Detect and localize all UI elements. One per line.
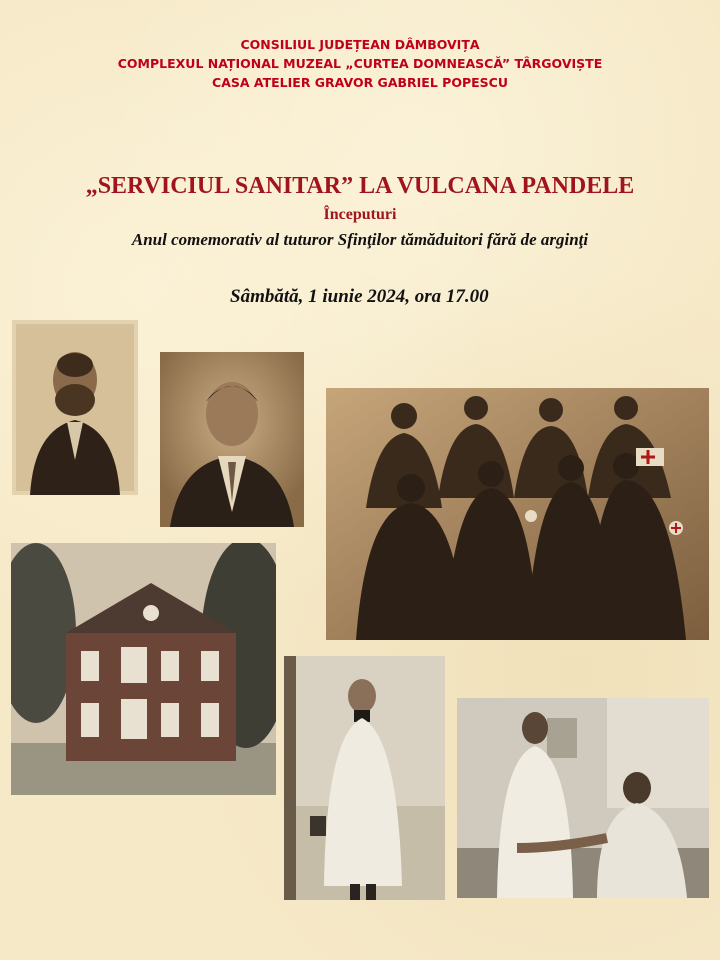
- organizer-line-museum-complex: COMPLEXUL NAȚIONAL MUZEAL „CURTEA DOMNEASCĂ” TÂRGOVIȘTE: [117, 56, 603, 71]
- portrait-photo-young-man: [160, 352, 304, 527]
- event-title: „SERVICIUL SANITAR” LA VULCANA PANDELE: [85, 173, 635, 199]
- group-photo-medical-soldiers: [326, 388, 709, 640]
- organizer-line-engraver-house: CASA ATELIER GRAVOR GABRIEL POPESCU: [212, 75, 508, 90]
- building-photo-villa: [11, 543, 276, 795]
- event-subtitle: Începuturi: [323, 206, 397, 223]
- event-datetime: Sâmbătă, 1 iunie 2024, ora 17.00: [230, 286, 489, 307]
- portrait-photo-doctor-white-coat: [284, 656, 445, 900]
- event-tagline: Anul comemorativ al tuturor Sfinţilor tămăduitori fără de arginţi: [131, 230, 589, 249]
- organizer-line-county-council: CONSILIUL JUDEȚEAN DÂMBOVIȚA: [240, 37, 480, 52]
- portrait-photo-bearded-man: [12, 320, 138, 495]
- clinic-photo-doctor-patient: [457, 698, 709, 898]
